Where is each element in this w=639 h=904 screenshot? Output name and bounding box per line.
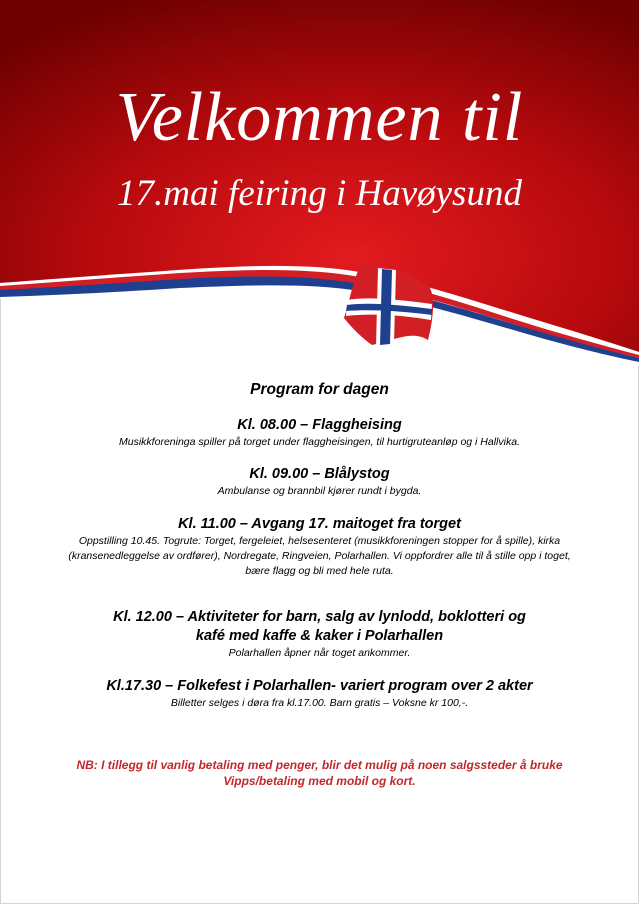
event-description: Ambulanse og brannbil kjører rundt i bygda. (217, 485, 422, 497)
event-2 (0, 515, 639, 579)
event-description-line: Oppstilling 10.45. Togrute: Torget, fergeleiet, helsesenteret (musikkforeningen stopper for å spille), kirka (78, 535, 561, 547)
event-title: Kl.17.30 – Folkefest i Polarhallen- variert program over 2 akter (106, 678, 533, 694)
event-3 (0, 608, 639, 661)
event-title: Kl. 09.00 – Blålystog (249, 466, 390, 482)
event-description: Musikkforeninga spiller på torget under flaggheisingen, til hurtigruteanløp og i Hallvika. (119, 436, 520, 448)
event-title-line: Kl. 12.00 – Aktiviteter for barn, salg av lynlodd, boklotteri og (113, 609, 526, 625)
event-description: Billetter selges i døra fra kl.17.00. Barn gratis – Voksne kr 100,-. (170, 697, 469, 709)
page-subtitle: 17.mai feiring i Havøysund (117, 173, 522, 214)
event-description: Polarhallen åpner når toget ankommer. (228, 647, 411, 659)
event-title-line: kafé med kaffe & kaker i Polarhallen (195, 628, 444, 644)
event-description-line: bære flagg og bli med hele ruta. (245, 565, 394, 577)
event-title: Kl. 08.00 – Flaggheising (237, 417, 402, 433)
payment-note-line: Vipps/betaling med mobil og kort. (223, 774, 416, 788)
payment-note (40, 757, 599, 789)
event-1 (0, 465, 639, 499)
payment-note-line: NB: I tillegg til vanlig betaling med penger, blir det mulig på noen salgssteder å bruke (76, 758, 563, 772)
program-heading: Program for dagen (250, 381, 389, 398)
event-description-line: (kransenedleggelse av ordfører), Nordregate, Ringveien, Polarhallen. Vi oppfordrer alle til å stille opp i toget, (68, 550, 571, 562)
page-title: Velkommen til (115, 79, 524, 156)
event-4 (0, 677, 639, 711)
event-title: Kl. 11.00 – Avgang 17. maitoget fra torget (178, 516, 461, 532)
event-0 (0, 416, 639, 450)
